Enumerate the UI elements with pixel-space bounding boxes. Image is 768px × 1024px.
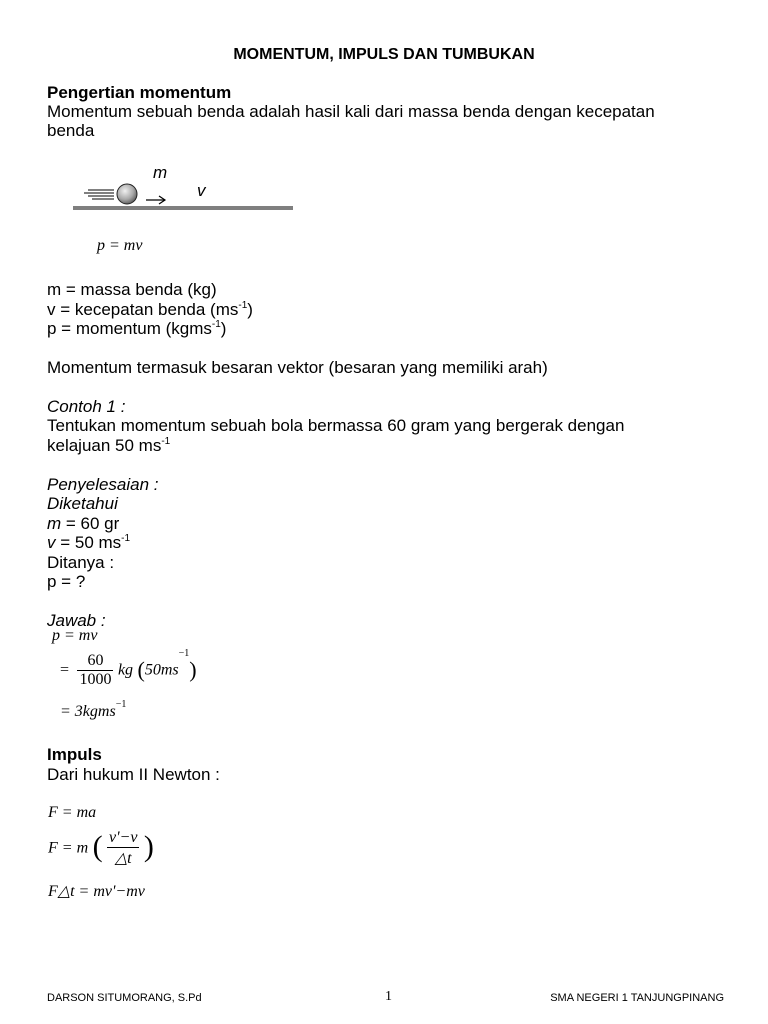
known-label: Diketahui	[47, 494, 118, 513]
definition-line-1: Momentum sebuah benda adalah hasil kali dari massa benda dengan kecepatan	[47, 102, 655, 121]
formula-momentum: p = mv	[97, 237, 143, 254]
solution-heading: Penyelesaian :	[47, 475, 159, 494]
ground-surface	[73, 206, 293, 210]
asked-expression: p = ?	[47, 572, 86, 591]
footer-page-number: 1	[385, 989, 392, 1004]
vector-note: Momentum termasuk besaran vektor (besaran yang memiliki arah)	[47, 358, 548, 377]
figure-mass-label: m	[153, 163, 168, 182]
var-mass-def: m = massa benda (kg)	[47, 280, 217, 299]
var-velocity-def: v = kecepatan benda $(ms^{-1})$	[47, 300, 253, 319]
answer-eq-3: = 3kgms$^{-1}$	[60, 699, 127, 720]
example-question-line-2: kelajuan 50 $ms^{-1}$	[47, 436, 171, 455]
known-velocity: v = 50 $ms^{-1}$	[47, 533, 131, 552]
definition-line-2: benda	[47, 121, 95, 140]
answer-eq-1: p = mv	[52, 627, 98, 644]
ball-icon	[117, 184, 137, 204]
impuls-eq-2: F = m ( $\frac{v'-v}{\triangle t}$ )	[48, 829, 154, 867]
footer-school: SMA NEGERI 1 TANJUNGPINANG	[550, 992, 724, 1004]
impuls-intro: Dari hukum II Newton :	[47, 765, 220, 784]
figure-velocity-label: v	[197, 181, 206, 200]
impuls-eq-1: F = ma	[48, 804, 97, 821]
example-question-line-1: Tentukan momentum sebuah bola bermassa 60 gram yang bergerak dengan	[47, 416, 625, 435]
section-heading-momentum: Pengertian momentum	[47, 83, 232, 102]
motion-lines	[84, 190, 114, 199]
known-mass: m = 60 gr	[47, 514, 120, 533]
section-heading-impuls: Impuls	[47, 745, 102, 764]
impuls-eq-3: F△t = mv'−mv	[48, 883, 145, 900]
velocity-arrow-icon	[146, 196, 165, 204]
document-title: MOMENTUM, IMPULS DAN TUMBUKAN	[233, 46, 535, 63]
example-heading: Contoh 1 :	[47, 397, 126, 416]
asked-label: Ditanya :	[47, 553, 115, 572]
momentum-figure	[70, 180, 296, 220]
answer-label: Jawab :	[47, 611, 106, 630]
footer-author: DARSON SITUMORANG, S.Pd	[47, 992, 202, 1004]
var-momentum-def: p = momentum (kgms$^{-1}$)	[47, 319, 227, 338]
answer-eq-2: = $\frac{60}{1000}$ kg $(50ms^{-1})$	[60, 648, 197, 688]
